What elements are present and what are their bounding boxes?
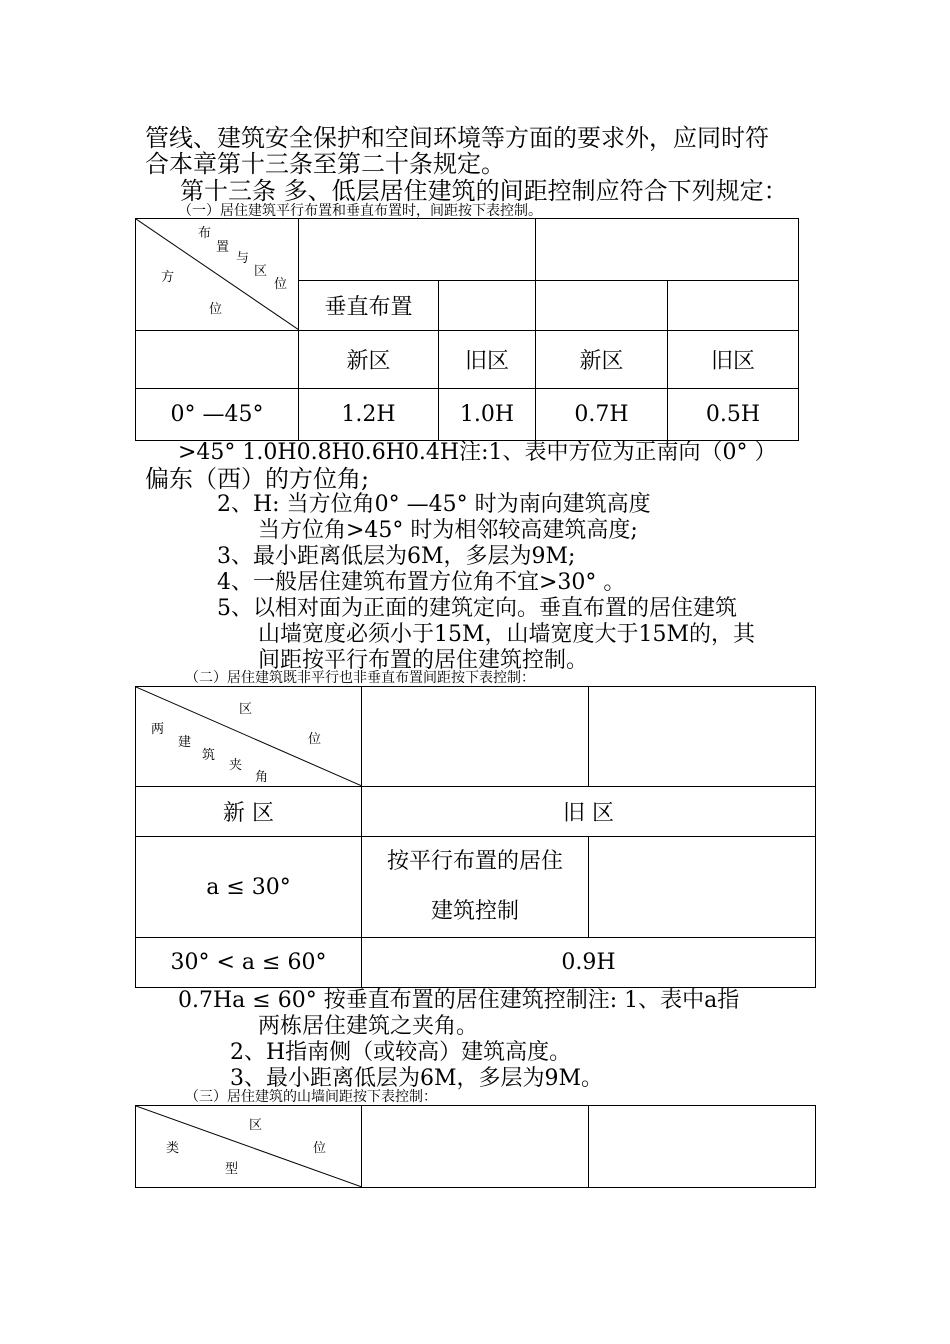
notes1-line-1: >45° 1.0H0.8H0.6H0.4H注:1、表中方位为正南向（0° ）	[178, 440, 777, 465]
table2-row1-value-line1: 按平行布置的居住	[386, 849, 563, 874]
table2-blank-cell	[589, 687, 816, 787]
table-1	[135, 218, 799, 441]
table1-cell: 0.5H	[668, 389, 799, 441]
diag-char: 位	[209, 302, 223, 317]
diag-char: 位	[308, 732, 322, 747]
table1-caption: （一）居住建筑平行布置和垂直布置时，间距按下表控制。	[178, 203, 542, 219]
intro-line-2: 合本章第十三条至第二十条规定。	[145, 150, 505, 178]
diag-char: 夹	[229, 758, 243, 773]
table1-blank-cell	[536, 219, 799, 281]
notes2-line-2: 两栋居住建筑之夹角。	[258, 1014, 479, 1039]
notes1-line-2: 偏东（西）的方位角;	[145, 465, 370, 493]
diag-char: 区	[254, 264, 268, 279]
table3-blank-cell	[362, 1106, 589, 1188]
table2-blank-cell	[589, 837, 816, 938]
note-5a: 5、以相对面为正面的建筑定向。垂直布置的居住建筑	[217, 596, 737, 621]
table1-blank-cell	[299, 219, 536, 281]
diag-char: 角	[255, 770, 269, 785]
article-13-title: 第十三条 多、低层居住建筑的间距控制应符合下列规定：	[180, 177, 788, 205]
table1-subheader: 新区	[536, 331, 668, 389]
table2-row2-label: 30° < a ≤ 60°	[136, 938, 362, 988]
table1-blank-cell	[668, 280, 799, 330]
notes2-n2: 2、H指南侧（或较高）建筑高度。	[230, 1040, 572, 1065]
diag-char: 类	[166, 1141, 180, 1156]
diag-char: 布	[198, 226, 212, 241]
table1-subheader: 新区	[299, 331, 439, 389]
diag-char: 建	[178, 735, 192, 750]
diag-char: 位	[313, 1141, 327, 1156]
table1-vertical-header: 垂直布置	[299, 280, 439, 330]
table1-cell: 1.0H	[439, 389, 536, 441]
table1-cell: 1.2H	[299, 389, 439, 441]
note-4: 4、一般居住建筑布置方位角不宜>30° 。	[217, 570, 626, 595]
table-3	[135, 1105, 816, 1188]
table1-row-label: 0° —45°	[136, 389, 299, 441]
notes2-line-1: 0.7Ha ≤ 60° 按垂直布置的居住建筑控制注: 1、表中a指	[178, 988, 740, 1013]
table2-diagonal-header	[136, 687, 362, 787]
table1-blank-cell	[439, 280, 536, 330]
table1-cell: 0.7H	[536, 389, 668, 441]
table-2	[135, 686, 816, 988]
note-3: 3、最小距离低层为6M，多层为9M;	[217, 544, 576, 569]
table3-blank-cell	[589, 1106, 816, 1188]
table2-row1-value-line2: 建筑控制	[430, 899, 519, 924]
table2-caption: （二）居住建筑既非平行也非垂直布置间距按下表控制：	[185, 670, 535, 686]
table1-diagonal-header	[136, 219, 299, 331]
diag-char: 置	[216, 240, 230, 255]
note-2b: 当方位角>45° 时为相邻较高建筑高度;	[258, 518, 638, 543]
diag-char: 区	[239, 702, 253, 717]
diag-char: 筑	[202, 748, 216, 763]
table1-blank-cell	[136, 331, 299, 389]
diag-char: 位	[274, 277, 288, 292]
table1-subheader: 旧区	[668, 331, 799, 389]
table1-blank-cell	[536, 280, 668, 330]
table2-col-old: 旧 区	[362, 787, 816, 837]
note-2a: 2、H: 当方位角0° —45° 时为南向建筑高度	[217, 492, 651, 517]
note-5b: 山墙宽度必须小于15M，山墙宽度大于15M的，其	[258, 622, 756, 647]
diag-char: 与	[236, 251, 250, 266]
diag-char: 方	[161, 270, 175, 285]
note-5c: 间距按平行布置的居住建筑控制。	[258, 648, 589, 673]
diag-char: 两	[151, 722, 165, 737]
table3-diagonal-header	[136, 1106, 362, 1188]
intro-line-1: 管线、建筑安全保护和空间环境等方面的要求外，应同时符	[145, 124, 769, 152]
diag-char: 型	[225, 1162, 239, 1177]
table2-row1-label: a ≤ 30°	[136, 837, 362, 938]
table2-row1-value	[362, 837, 589, 938]
notes2-n3: 3、最小距离低层为6M，多层为9M。	[230, 1066, 604, 1091]
table3-caption: （三）居住建筑的山墙间距按下表控制：	[185, 1089, 437, 1105]
table2-blank-cell	[362, 687, 589, 787]
table2-row2-value: 0.9H	[362, 938, 816, 988]
diag-char: 区	[249, 1118, 263, 1133]
table2-col-new: 新 区	[136, 787, 362, 837]
table1-subheader: 旧区	[439, 331, 536, 389]
